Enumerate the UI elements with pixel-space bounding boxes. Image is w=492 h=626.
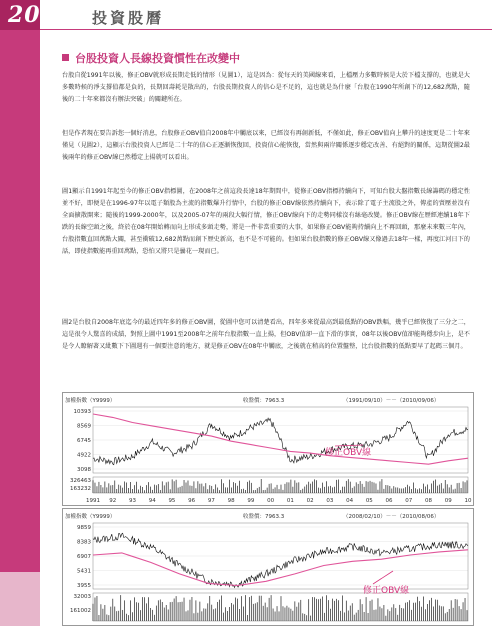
y-tick-label: 4922 [77,452,91,459]
chart-2-title: 加權指數（Y9999） [65,514,116,520]
paragraph-4: 圖2是台股自2008年底迄今的最近四年多的修正OBV圖，從圖中您可以清楚看出，四年多來從最高到最低點的OBV跌幅，幾乎已經恢復了三分之二，這是很令人驚喜的成績，對照上圖中1991至2008年之前年台股指數一直上揚，但OBV值卻一直下滑的事實，08年以後OBV值卻能夠穩步向上，是不是令人瞭解著又紕數下下圖週有一個要注意的地方，就是修正OBV在08年中觸底，之後就在稍高的位置盤整，比台股指數的低點要早了起碼三個月。 [62,319,470,350]
x-tick-label: 09 [444,498,452,504]
x-tick-label: 94 [148,498,156,504]
sidebar-bottom-block [0,572,40,626]
obv-line-label: 修正OBV線 [363,586,410,596]
x-tick-label: 03 [326,498,334,504]
x-tick-label: 02 [306,498,314,504]
square-bullet-icon [62,54,69,61]
left-color-band [0,0,40,626]
volume-tick-label: 326463 [70,478,91,484]
page-header [8,0,492,30]
x-tick-label: 08 [425,498,433,504]
x-tick-label: 99 [247,498,255,504]
chart-2 [62,508,474,626]
chart-2-svg [63,509,473,625]
x-tick-label: 97 [207,498,215,504]
paragraph-2: 但是作者現在要告訴您一個好消息，台股修正OBV值自2008年中觸底以來，已經沒有再創新低，不僅如此，修正OBV值向上攀升的速度更是二十年來僅見（見圖2），這顯示台股投資人已經是二十年的信心正逐漸恢復回，投資信心能恢復，當然與兩岸關係逐步穩定改善、有絕對的關係，這期從圖2最後兩年的修正OBV線已然穩定上揚就可以看出。 [62,130,470,161]
volume-tick-label: 161002 [70,608,91,614]
x-tick-label: 07 [405,498,413,504]
obv-series [93,550,468,586]
x-tick-label: 93 [128,498,136,504]
volume-tick-label: 163232 [70,486,91,492]
chart-1-svg [63,393,473,505]
chart-2-header [63,509,473,521]
chart-1-header [63,393,473,405]
chart-2-range: （2008/02/10）－－（2010/08/06） [343,514,440,520]
y-tick-label: 8569 [77,423,91,430]
chart-1-info: 收盤價：7963.3 [243,398,285,404]
obv-pointer [373,571,393,584]
volume-tick-label: 32003 [73,594,91,600]
x-tick-label: 92 [109,498,117,504]
chart-1-title: 加權指數（Y9999） [65,398,116,404]
obv-line-label: 修正OBV線 [325,448,372,458]
x-tick-label: 06 [385,498,393,504]
x-tick-label: 10 [464,498,472,504]
section-title: 台股投資人長線投資慣性在改變中 [75,52,240,65]
chart-1-range: （1991/09/10）－－（2010/09/06） [343,398,440,404]
paragraph-3: 圖1顯示自1991年起至今的修正OBV指標圖，在2008年之前這段長達18年期間中，從修正OBV指標持續向下，可知台股大盤指數長線籌碼的穩定性並不好，即便是在1996-97年以電子類股為主流的指數爆升行情中，台股的修正OBV線依然持續向下，表示除了電子主流股之外，傳產的賣壓並沒有全面擴散開來；隨後的1999-2000年，以及2005-07年的兩段大幅行情，修正OBV線向下的走勢同樣沒有絲毫改變。修正OBV線在歷經連續18年下跌的長線空頭之後，終於在08年開始轉而向上形成多頭走勢，將是一件非當重要的大事，如果修正OBV能夠持續向上不再回頭，那麼未來數三年內，台股指數直回萬點大關，甚至衝破12,682萬點而創下歷史新高，也不是不可能的。但如果台股指數的修正OBV線又像過去18年一樣，再度江河日下的話，即使指數能再重回萬點，恐怕又將只是曇花一現而已。 [62,188,470,255]
x-tick-label: 1991 [86,498,100,504]
chart-1 [62,392,474,506]
x-tick-label: 00 [267,498,275,504]
obv-pointer [335,445,363,446]
y-tick-label: 8383 [77,539,91,546]
chart-2-info: 收盤價：7963.3 [243,514,285,520]
y-tick-label: 3098 [77,467,91,473]
y-tick-label: 9859 [77,525,91,531]
y-tick-label: 6745 [77,438,91,444]
section-heading [62,50,240,66]
y-tick-label: 10393 [73,409,91,415]
header-title: 投資股曆 [92,9,165,27]
y-tick-label: 5431 [77,568,91,575]
x-tick-label: 95 [168,498,176,504]
x-tick-label: 05 [365,498,373,504]
header-year: 2011 [8,2,74,28]
x-tick-label: 04 [346,498,354,504]
y-tick-label: 3955 [77,583,91,589]
x-tick-label: 01 [286,498,294,504]
paragraph-1: 台股自從1991年以後，修正OBV就形成長期走低的情形（見圖1），這是因為：從每天的美國線來看，上檔壓力多數時候是大於下檔支撐的，也就是大多數時候的淨支撐值都是負的，長期回壽耗是散出的，台股長期投資人的信心是不足的，這也就是為什麼「台股在1990年所創下的12,682萬點，隨後的二十年來都沒有辦法突破」的關鍵所在。 [62,72,470,103]
y-tick-label: 6907 [77,554,91,560]
header-rule [40,29,492,30]
x-tick-label: 96 [188,498,196,504]
right-series-label: 修正 [447,543,459,549]
x-tick-label: 98 [227,498,235,504]
